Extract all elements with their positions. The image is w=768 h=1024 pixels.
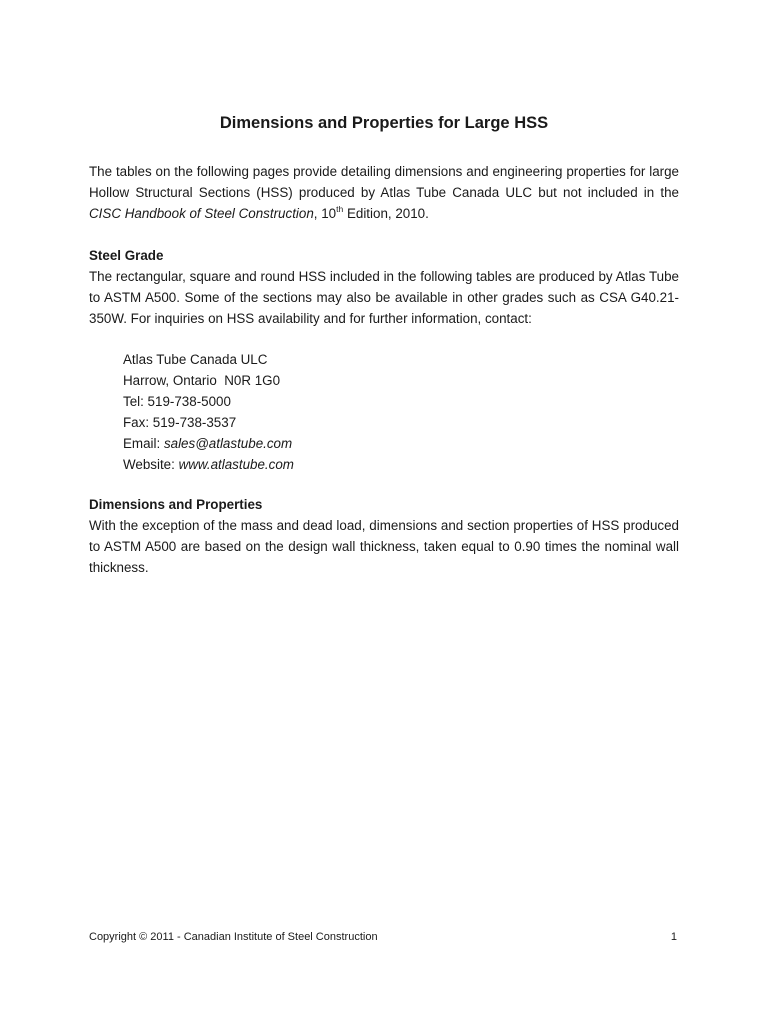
- edition-number: , 10: [313, 206, 337, 221]
- dimensions-paragraph: With the exception of the mass and dead load, dimensions and section properties of HSS produced to ASTM A500 are based on the design wall thickness, taken equal to 0.90 times the nominal wall thickness.: [89, 518, 679, 575]
- contact-website-line: [123, 454, 294, 475]
- intro-text: The tables on the following pages provide detailing dimensions and engineering properties for large Hollow Structural Sections (HSS) produced by Atlas Tube Canada ULC but not included in the: [89, 164, 679, 200]
- edition-text: Edition, 2010.: [343, 206, 429, 221]
- email-link[interactable]: sales@atlastube.com: [163, 436, 293, 451]
- page-title: Dimensions and Properties for Large HSS: [219, 114, 549, 132]
- footer-copyright: Copyright © 2011 - Canadian Institute of Steel Construction: [89, 931, 378, 943]
- edition-superscript: th: [336, 203, 344, 214]
- page-number: 1: [670, 931, 677, 943]
- dimensions-heading: Dimensions and Properties: [89, 497, 263, 512]
- steel-grade-heading: Steel Grade: [89, 248, 164, 263]
- contact-fax: Fax: 519-738-3537: [123, 415, 237, 430]
- contact-company: Atlas Tube Canada ULC: [123, 352, 268, 367]
- contact-address: Harrow, Ontario N0R 1G0: [123, 373, 281, 388]
- handbook-title: CISC Handbook of Steel Construction: [89, 206, 314, 221]
- website-label: Website:: [123, 457, 179, 472]
- website-link[interactable]: www.atlastube.com: [178, 457, 294, 472]
- intro-paragraph: [89, 161, 679, 224]
- steel-grade-paragraph: The rectangular, square and round HSS included in the following tables are produced by Atlas Tube to ASTM A500. Some of the sections may also be available in other grades such as CSA G40.21-350W. For inquiries on HSS availability and for further information, contact:: [89, 269, 679, 326]
- contact-block: [123, 349, 294, 475]
- contact-tel: Tel: 519-738-5000: [123, 394, 231, 409]
- email-label: Email:: [123, 436, 164, 451]
- contact-email-line: [123, 433, 294, 454]
